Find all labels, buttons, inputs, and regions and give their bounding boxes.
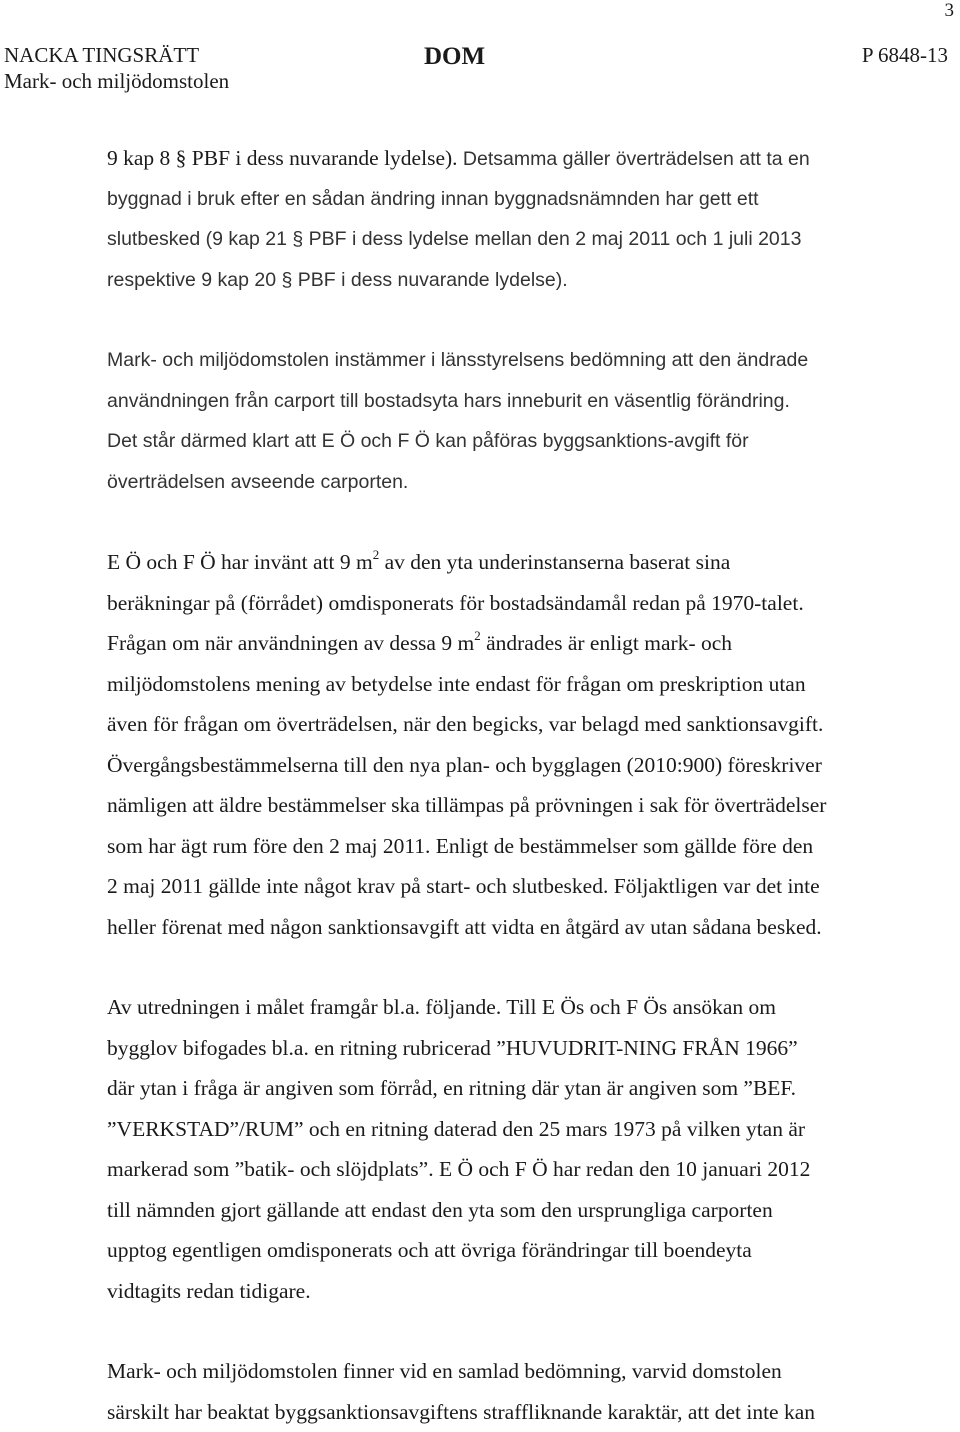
- text-line: beräkningar på (förrådet) omdisponerats för bostadsändamål redan på 1970-talet.: [107, 583, 897, 624]
- court-division: Mark- och miljödomstolen: [4, 68, 229, 94]
- text-line: vidtagits redan tidigare.: [107, 1271, 897, 1312]
- text-line: till nämnden gjort gällande att endast den yta som den ursprungliga carporten: [107, 1190, 897, 1231]
- text-line: Frågan om när användningen av dessa 9 $m^2$ ändrades är enligt mark- och: [107, 623, 897, 664]
- text-line: byggnad i bruk efter en sådan ändring innan byggnadsnämnden har gett ett: [107, 179, 897, 220]
- text-line: användningen från carport till bostadsyta hars inneburit en väsentlig förändring.: [107, 381, 897, 422]
- text-line: särskilt har beaktat byggsanktionsavgiftens straffliknande karaktär, att det inte kan: [107, 1392, 897, 1432]
- paragraph-4: [107, 987, 897, 1311]
- text-line: markerad som ”batik- och slöjdplats”. E Ö och F Ö har redan den 10 januari 2012: [107, 1149, 897, 1190]
- paragraph-2: [107, 340, 897, 502]
- text-line: heller förenat med någon sanktionsavgift att vidta en åtgärd av utan sådana besked.: [107, 907, 897, 948]
- court-header: [4, 42, 229, 94]
- text-line: där ytan i fråga är angiven som förråd, en ritning där ytan är angiven som ”BEF.: [107, 1068, 897, 1109]
- document-body: [107, 138, 897, 1432]
- case-number: P 6848-13: [862, 42, 948, 68]
- text-line: Mark- och miljödomstolen instämmer i länsstyrelsens bedömning att den ändrade: [107, 340, 897, 381]
- text-line: ”VERKSTAD”/RUM” och en ritning daterad den 25 mars 1973 på vilken ytan är: [107, 1109, 897, 1150]
- paragraph-1: [107, 138, 897, 300]
- text-line: nämligen att äldre bestämmelser ska tillämpas på prövningen i sak för överträdelser: [107, 785, 897, 826]
- text-line: bygglov bifogades bl.a. en ritning rubricerad ”HUVUDRIT-NING FRÅN 1966”: [107, 1028, 897, 1069]
- text-line: Övergångsbestämmelserna till den nya plan- och bygglagen (2010:900) föreskriver: [107, 745, 897, 786]
- text-line: Av utredningen i målet framgår bl.a. följande. Till E Ös och F Ös ansökan om: [107, 987, 897, 1028]
- text-line: Det står därmed klart att E Ö och F Ö kan påföras byggsanktions-avgift för: [107, 421, 897, 462]
- text-line: upptog egentligen omdisponerats och att övriga förändringar till boendeyta: [107, 1230, 897, 1271]
- court-name: NACKA TINGSRÄTT: [4, 42, 229, 68]
- text-line: miljödomstolens mening av betydelse inte endast för frågan om preskription utan: [107, 664, 897, 705]
- text-line: som har ägt rum före den 2 maj 2011. Enligt de bestämmelser som gällde före den: [107, 826, 897, 867]
- text-line: [107, 138, 897, 179]
- text-line: E Ö och F Ö har invänt att 9 $m^2$ av den yta underinstanserna baserat sina: [107, 542, 897, 583]
- paragraph-5: [107, 1351, 897, 1432]
- text-line: 2 maj 2011 gällde inte något krav på start- och slutbesked. Följaktligen var det inte: [107, 866, 897, 907]
- page-number: 3: [945, 0, 955, 22]
- text-line: respektive 9 kap 20 § PBF i dess nuvarande lydelse).: [107, 260, 897, 301]
- text-segment: Detsamma gäller överträdelsen att ta en: [463, 148, 810, 170]
- text-line: slutbesked (9 kap 21 § PBF i dess lydelse mellan den 2 maj 2011 och 1 juli 2013: [107, 219, 897, 260]
- document-type: DOM: [424, 42, 485, 72]
- paragraph-3: [107, 542, 897, 947]
- text-segment: 9 kap 8 § PBF i dess nuvarande lydelse).: [107, 146, 463, 170]
- text-line: överträdelsen avseende carporten.: [107, 462, 897, 503]
- text-line: även för frågan om överträdelsen, när den begicks, var belagd med sanktionsavgift.: [107, 704, 897, 745]
- text-line: Mark- och miljödomstolen finner vid en samlad bedömning, varvid domstolen: [107, 1351, 897, 1392]
